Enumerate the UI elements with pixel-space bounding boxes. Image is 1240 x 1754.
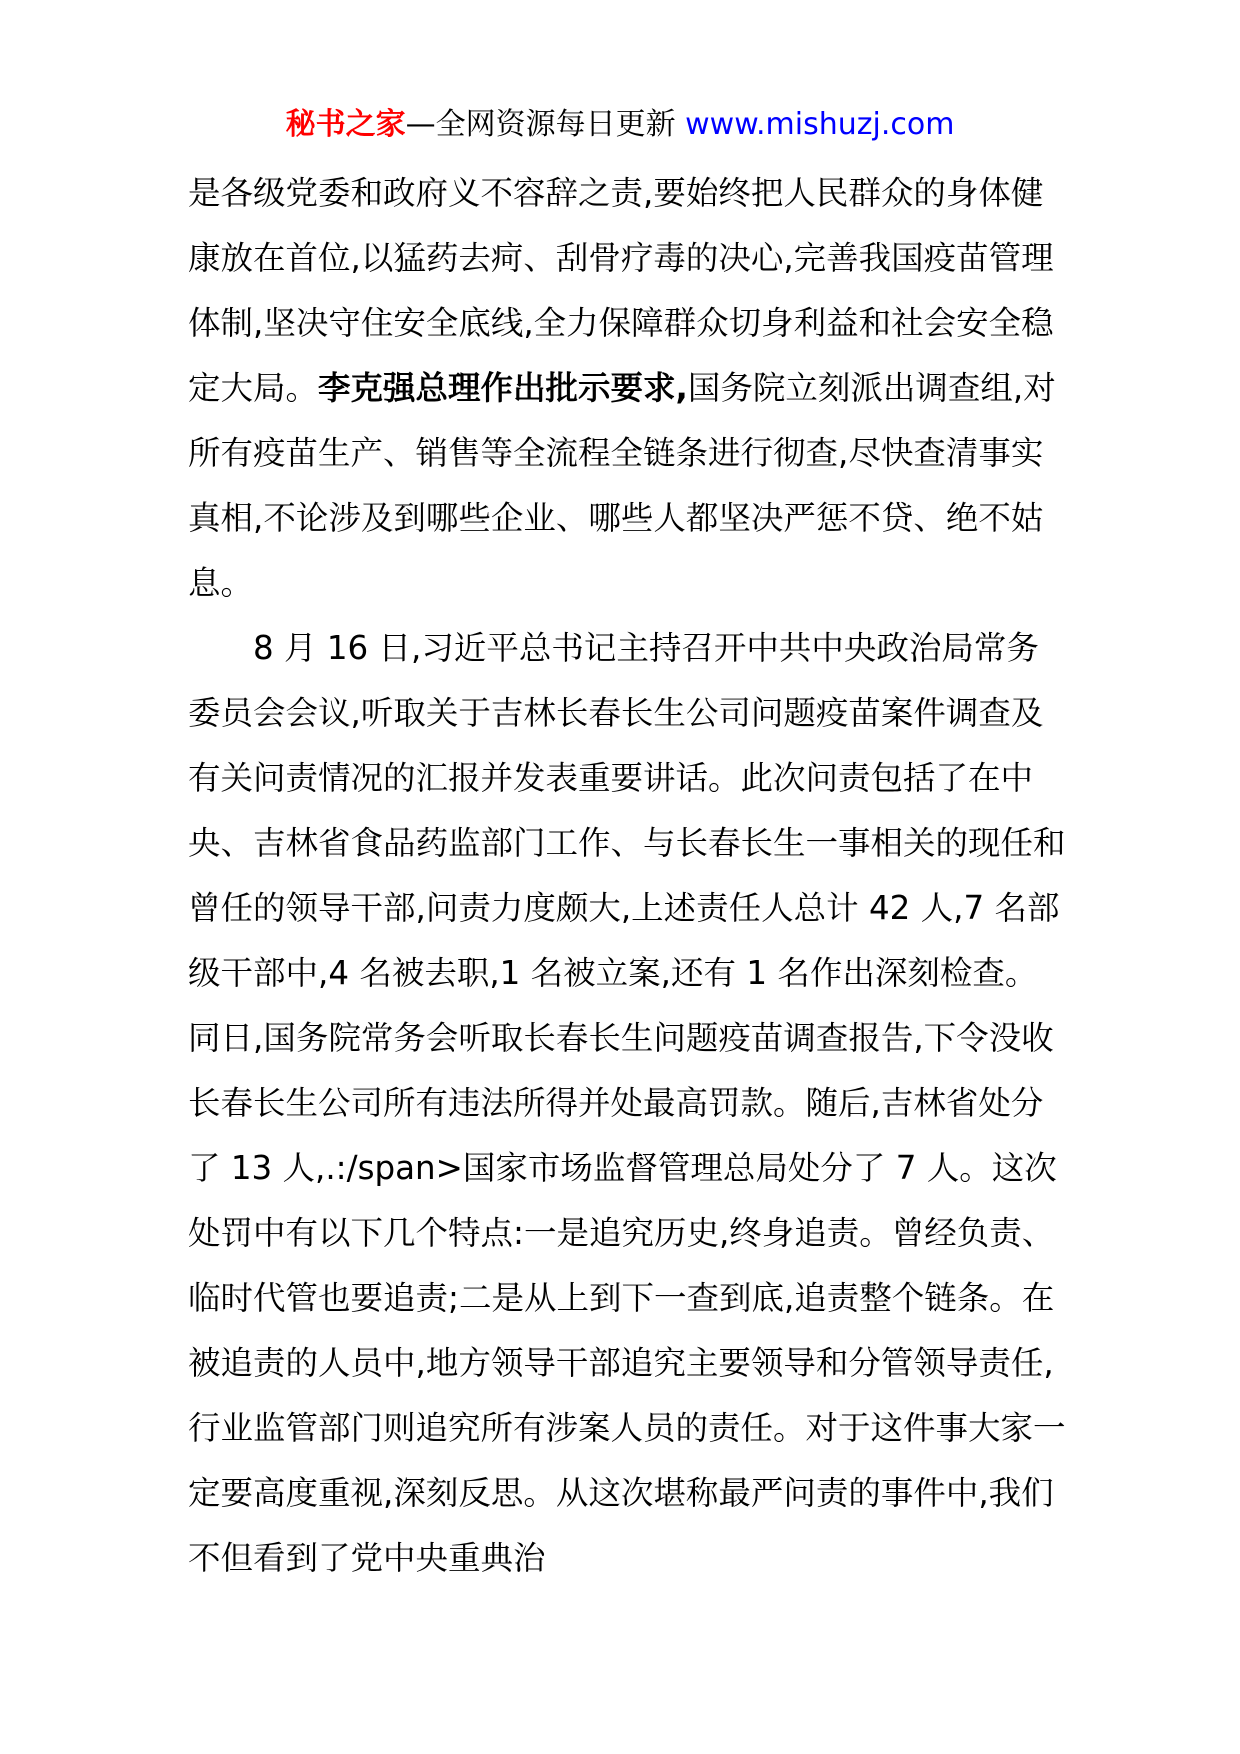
paragraph-2: 8 月 16 日,习近平总书记主持召开中共中央政治局常务委员会会议,听取关于吉林长春长生公司问题疫苗案件调查及有关问责情况的汇报并发表重要讲话。此次问责包括了在中央、吉林省食品药监部门工作、与长春长生一事相关的现任和曾任的领导干部,问责力度颇大,上述责任人总计 42 人,7 名部级干部中,4 名被去职,1 名被立案,还有 1 名作出深刻检查。同日,国务院常务会听取长春长生问题疫苗调查报告,下令没收长春长生公司所有违法所得并处最高罚款。随后,吉林省处分了 13 人,.:/span>国家市场监督管理总局处分了 7 人。这次处罚中有以下几个特点:一是追究历史,终身追责。曾经负责、临时代管也要追责;二是从上到下一查到底,追责整个链条。在被追责的人员中,地方领导干部追究主要领导和分管领导责任,行业监管部门则追究所有涉案人员的责任。对于这件事大家一定要高度重视,深刻反思。从这次堪称最严问责的事件中,我们不但看到了党中央重典治 [188, 629, 1066, 1577]
paragraph-1-text: 是各级党委和政府义不容辞之责,要始终把人民群众的身体健康放在首位,以猛药去疴、刮骨疗毒的决心,完善我国疫苗管理体制,坚决守住安全底线,全力保障群众切身利益和社会安全稳定大局。 [188, 174, 1054, 407]
document-body [188, 161, 1068, 1591]
website-url[interactable]: www.mishuzj.com [685, 107, 955, 142]
paragraph-1-text-continued: 国务院立刻派出调查组,对所有疫苗生产、销售等全流程全链条进行彻查,尽快查清事实真相,不论涉及到哪些企业、哪些人都坚决严惩不贷、绝不姑息。 [188, 369, 1056, 602]
page-header [0, 103, 1240, 147]
header-slogan: —全网资源每日更新 [405, 107, 686, 142]
paragraph-1-bold-text: 李克强总理作出批示要求, [318, 369, 688, 407]
paragraph-1 [188, 161, 1068, 616]
brand-name: 秘书之家 [285, 107, 406, 142]
